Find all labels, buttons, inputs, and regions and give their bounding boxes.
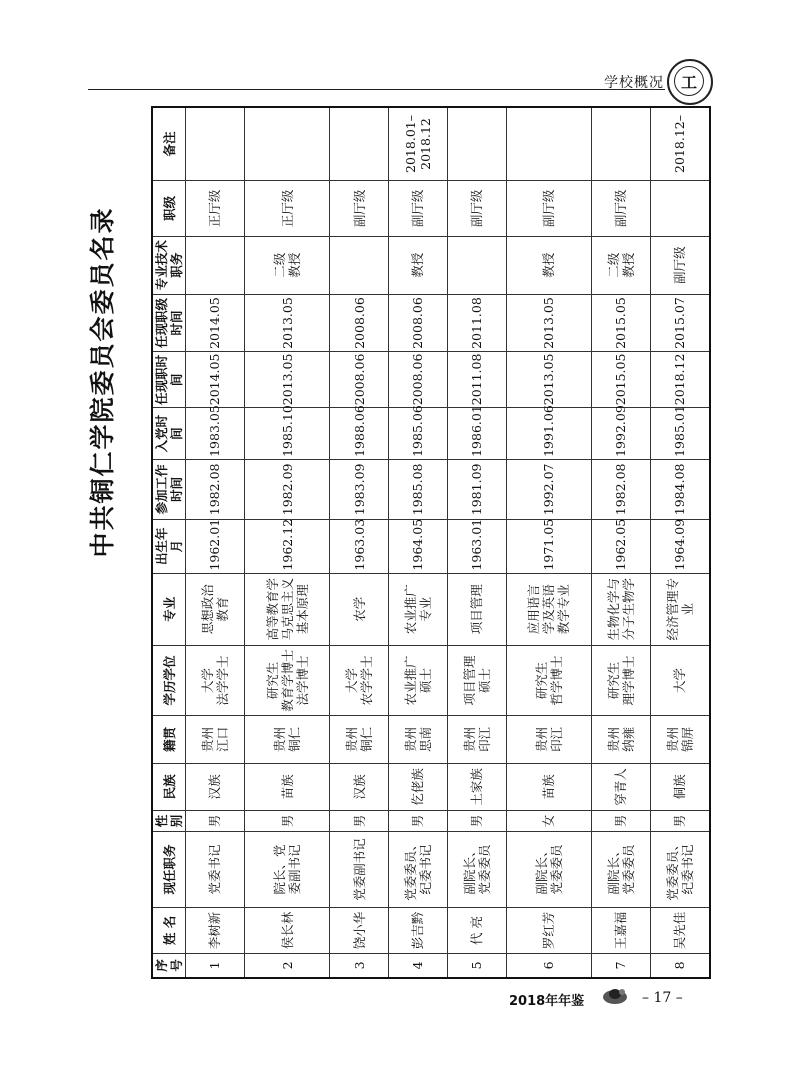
page-number: – 17 – — [642, 990, 683, 1006]
table-cell: 1985.08 — [389, 459, 448, 519]
page-title: 中共铜仁学院委员会委员名录 — [88, 206, 117, 558]
table-cell: 教授 — [389, 236, 448, 294]
table-cell: 贵州 思南 — [389, 716, 448, 764]
column-header: 学历学位 — [152, 645, 186, 715]
table-cell: 土家族 — [447, 763, 506, 811]
table-cell: 1962.01 — [186, 519, 245, 573]
yearbook-emblem-icon — [600, 984, 630, 1006]
table-cell: 生物化学与 分子生物学 — [592, 573, 651, 645]
table-cell: 男 — [330, 811, 389, 832]
table-cell: 贵州 纳雍 — [592, 716, 651, 764]
table-row — [389, 107, 448, 978]
table-cell: 1983.05 — [186, 408, 245, 460]
table-cell: 二级 教授 — [592, 236, 651, 294]
table-cell — [447, 236, 506, 294]
table-cell: 男 — [650, 811, 710, 832]
table-cell: 项目管理 — [447, 573, 506, 645]
column-header: 现任职务 — [152, 831, 186, 907]
column-header: 任现职时 间 — [152, 352, 186, 408]
table-cell: 彭吉黔 — [389, 908, 448, 953]
table-cell: 应用语言 学及英语 教学专业 — [506, 573, 591, 645]
table-cell: 项目管理 硕士 — [447, 645, 506, 715]
table-cell: 4 — [389, 953, 448, 978]
column-header: 民族 — [152, 763, 186, 811]
table-cell: 1992.07 — [506, 459, 591, 519]
table-cell: 饶小华 — [330, 908, 389, 953]
column-header: 籍贯 — [152, 716, 186, 764]
university-logo-icon — [667, 59, 713, 105]
table-cell: 农学 — [330, 573, 389, 645]
table-cell: 高等教育学 马克思主义 基本原理 — [244, 573, 329, 645]
table-cell: 6 — [506, 953, 591, 978]
table-row — [447, 107, 506, 978]
table-cell: 副院长、 党委委员 — [506, 831, 591, 907]
table-cell: 2008.06 — [389, 294, 448, 352]
table-cell: 副厅级 — [330, 180, 389, 236]
table-cell: 1963.01 — [447, 519, 506, 573]
member-table — [151, 106, 711, 979]
table-cell: 男 — [389, 811, 448, 832]
table-cell: 2014.05 — [186, 294, 245, 352]
table-cell: 罗红芳 — [506, 908, 591, 953]
table-cell: 副厅级 — [592, 180, 651, 236]
table-row — [244, 107, 329, 978]
table-cell: 汉族 — [186, 763, 245, 811]
table-cell: 代 亮 — [447, 908, 506, 953]
table-cell: 2018.12 — [650, 352, 710, 408]
column-header: 职级 — [152, 180, 186, 236]
table-cell: 侗族 — [650, 763, 710, 811]
table-cell: 1991.06 — [506, 408, 591, 460]
table-cell: 1962.05 — [592, 519, 651, 573]
table-cell: 党委副书记 — [330, 831, 389, 907]
table-cell: 大学 — [650, 645, 710, 715]
table-cell: 党委书记 — [186, 831, 245, 907]
table-cell: 1964.09 — [650, 519, 710, 573]
table-cell: 2014.05 — [186, 352, 245, 408]
column-header: 姓 名 — [152, 908, 186, 953]
table-cell: 副厅级 — [447, 180, 506, 236]
table-cell: 二级 教授 — [244, 236, 329, 294]
table-cell: 1983.09 — [330, 459, 389, 519]
table-cell: 仡佬族 — [389, 763, 448, 811]
yearbook-label: 2018年年鉴 — [509, 994, 585, 1009]
table-cell: 正厅级 — [244, 180, 329, 236]
table-cell: 1984.08 — [650, 459, 710, 519]
column-header: 参加工作时间 — [152, 459, 186, 519]
table-cell: 女 — [506, 811, 591, 832]
table-cell — [330, 236, 389, 294]
table-row — [506, 107, 591, 978]
table-cell: 2013.05 — [244, 294, 329, 352]
table-cell: 贵州 印江 — [447, 716, 506, 764]
table-cell: 2013.05 — [244, 352, 329, 408]
table-cell: 7 — [592, 953, 651, 978]
table-cell: 2011.08 — [447, 352, 506, 408]
table-cell — [244, 107, 329, 180]
column-header: 专业 — [152, 573, 186, 645]
table-cell: 吴先佳 — [650, 908, 710, 953]
table-cell: 1963.03 — [330, 519, 389, 573]
table-cell: 研究生 哲学博士 — [506, 645, 591, 715]
table-cell: 农业推广 专业 — [389, 573, 448, 645]
table-cell: 汉族 — [330, 763, 389, 811]
table-cell: 1985.10 — [244, 408, 329, 460]
table-cell: 2018.12– — [650, 107, 710, 180]
table-cell: 1982.09 — [244, 459, 329, 519]
table-cell — [447, 107, 506, 180]
table-cell: 2008.06 — [330, 352, 389, 408]
table-cell: 党委委员、 纪委书记 — [650, 831, 710, 907]
column-header: 出生年月 — [152, 519, 186, 573]
table-cell: 1 — [186, 953, 245, 978]
table-cell: 贵州 江口 — [186, 716, 245, 764]
table-cell: 苗族 — [244, 763, 329, 811]
table-cell: 副厅级 — [389, 180, 448, 236]
table-cell: 1982.08 — [592, 459, 651, 519]
column-header: 任现职级时间 — [152, 294, 186, 352]
table-cell: 副院长、 党委委员 — [592, 831, 651, 907]
table-cell: 男 — [447, 811, 506, 832]
table-cell: 王嘉福 — [592, 908, 651, 953]
table-cell: 1988.06 — [330, 408, 389, 460]
table-cell: 2013.05 — [506, 294, 591, 352]
table-cell: 研究生 教育学博士 法学博士 — [244, 645, 329, 715]
logo-center: 工 — [674, 66, 704, 96]
table-cell: 男 — [186, 811, 245, 832]
table-cell: 2018.01– 2018.12 — [389, 107, 448, 180]
table-cell: 2008.06 — [389, 352, 448, 408]
table-cell: 1985.06 — [389, 408, 448, 460]
table-body — [186, 107, 711, 978]
table-header-row — [152, 107, 186, 978]
table-cell: 苗族 — [506, 763, 591, 811]
section-header: 学校概况 — [604, 75, 664, 91]
table-cell: 1971.05 — [506, 519, 591, 573]
table-cell: 贵州 铜仁 — [244, 716, 329, 764]
table-cell: 侯长林 — [244, 908, 329, 953]
member-table-rotated — [151, 106, 711, 979]
table-cell: 贵州 印江 — [506, 716, 591, 764]
table-cell: 1964.05 — [389, 519, 448, 573]
table-cell: 1992.09 — [592, 408, 651, 460]
table-cell: 李树新 — [186, 908, 245, 953]
column-header: 入党时间 — [152, 408, 186, 460]
column-header: 备注 — [152, 107, 186, 180]
table-cell: 1981.09 — [447, 459, 506, 519]
table-cell: 8 — [650, 953, 710, 978]
table-cell: 1985.01 — [650, 408, 710, 460]
table-cell: 经济管理专业 — [650, 573, 710, 645]
table-cell: 2015.07 — [650, 294, 710, 352]
table-cell — [592, 107, 651, 180]
table-row — [650, 107, 710, 978]
table-cell: 大学 农学学士 — [330, 645, 389, 715]
table-cell — [186, 107, 245, 180]
header-rule — [88, 89, 665, 90]
table-cell: 大学 法学学士 — [186, 645, 245, 715]
table-cell — [186, 236, 245, 294]
table-cell: 副厅级 — [506, 180, 591, 236]
table-cell: 3 — [330, 953, 389, 978]
table-cell: 正厅级 — [186, 180, 245, 236]
table-cell: 贵州 锦屏 — [650, 716, 710, 764]
table-cell: 2008.06 — [330, 294, 389, 352]
table-cell: 思想政治 教育 — [186, 573, 245, 645]
table-cell: 1982.08 — [186, 459, 245, 519]
table-cell — [330, 107, 389, 180]
table-cell — [506, 107, 591, 180]
table-cell: 党委委员、 纪委书记 — [389, 831, 448, 907]
table-cell: 研究生 理学博士 — [592, 645, 651, 715]
table-cell — [650, 180, 710, 236]
table-cell: 5 — [447, 953, 506, 978]
table-cell: 农业推广 硕士 — [389, 645, 448, 715]
table-row — [592, 107, 651, 978]
column-header: 序号 — [152, 953, 186, 978]
table-row — [330, 107, 389, 978]
column-header: 专业技术职务 — [152, 236, 186, 294]
column-header: 性别 — [152, 811, 186, 832]
table-cell: 2013.05 — [506, 352, 591, 408]
table-cell: 1986.01 — [447, 408, 506, 460]
table-cell: 2015.05 — [592, 352, 651, 408]
table-cell: 2015.05 — [592, 294, 651, 352]
table-cell: 2011.08 — [447, 294, 506, 352]
table-cell: 男 — [244, 811, 329, 832]
table-cell: 院长、党 委副书记 — [244, 831, 329, 907]
table-cell: 男 — [592, 811, 651, 832]
table-cell: 副院长、 党委委员 — [447, 831, 506, 907]
table-row — [186, 107, 245, 978]
table-cell: 穿青人 — [592, 763, 651, 811]
table-cell: 教授 — [506, 236, 591, 294]
table-cell: 1962.12 — [244, 519, 329, 573]
table-cell: 贵州 铜仁 — [330, 716, 389, 764]
table-cell: 副厅级 — [650, 236, 710, 294]
table-cell: 2 — [244, 953, 329, 978]
